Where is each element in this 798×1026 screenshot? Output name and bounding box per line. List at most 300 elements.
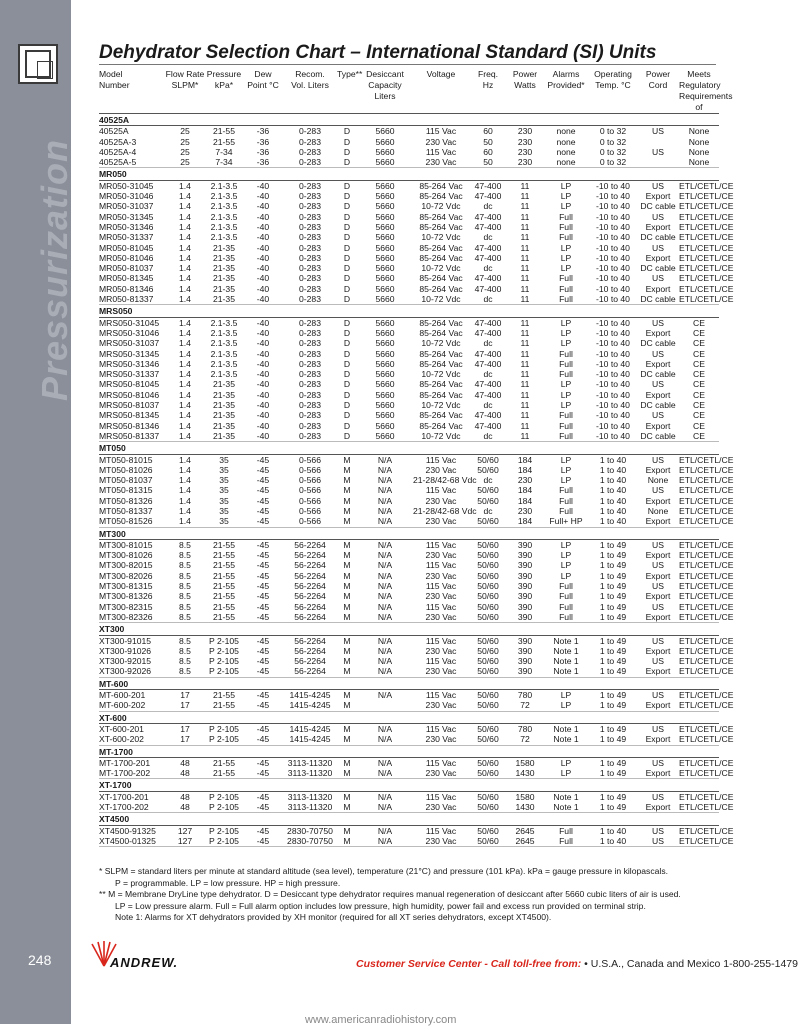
table-cell: 184 [507,516,543,527]
table-cell: 8.5 [165,612,205,623]
table-cell: 21-35 [213,379,235,390]
table-cell: -40 [256,369,270,380]
table-cell: none [556,146,576,157]
table-cell: 50/60 [469,666,507,677]
table-cell: 11 [520,410,530,421]
table-cell: 47-400 [474,389,502,400]
table-cell: -45 [243,700,283,711]
table-cell: 8.5 [179,560,191,571]
table-cell: MR050-31345 [99,211,154,222]
table-cell: Export [645,327,671,338]
table-cell: 5660 [375,348,395,359]
table-cell: 230 Vac [425,495,457,506]
table-cell: 11 [520,338,530,349]
table-row [99,273,719,283]
table-cell: CE [693,420,705,431]
table-cell: 50/60 [477,464,499,475]
table-cell: ETL/CETL/CE [679,191,734,202]
table-cell: 40525A-4 [99,146,137,157]
table-row [99,400,719,410]
table-cell: M [337,516,357,527]
table-cell: Export [645,358,671,369]
table-cell: ETL/CETL/CE [679,835,734,846]
table-cell: 0-283 [299,146,321,157]
table-cell: 11 [507,294,543,305]
table-cell: Export [637,768,679,779]
table-cell: 50/60 [477,635,499,646]
table-cell: None [679,157,719,168]
table-cell: 21-35 [213,273,235,284]
table-cell: -40 [256,327,270,338]
table-cell: 0-283 [299,410,321,421]
table-row [99,757,719,768]
table-row [99,338,719,348]
table-cell: N/A [357,666,413,677]
table-cell: 10-72 Vdc [413,294,469,305]
table-cell: Note 1 [543,666,589,677]
table-cell: N/A [357,802,413,813]
table-cell: 230 Vac [413,700,469,711]
table-cell: 1 to 49 [599,690,627,701]
table-cell: ETL/CETL/CE [679,475,734,486]
table-cell: CE [693,379,705,390]
table-cell: XT4500-01325 [99,836,165,847]
table-cell: 2.1-3.5 [210,191,238,202]
table-cell: -10 to 40 [596,201,630,212]
table-cell: 5660 [375,420,395,431]
table-cell: 1 to 49 [599,601,627,612]
table-cell: D [343,242,351,253]
table-cell: N/A [357,836,413,847]
table-cell: -10 to 40 [596,379,630,390]
table-cell: N/A [377,560,393,571]
table-cell: 2830-70750 [283,836,337,847]
table-cell: US [652,146,664,157]
table-cell: 3113-11320 [283,768,337,779]
table-cell: 11 [520,242,530,253]
table-cell: 1.4 [179,400,191,411]
table-cell: 7-34 [205,157,243,168]
table-cell: CE [679,431,719,442]
table-cell: 1415-4245 [283,734,337,745]
table-cell: Export [645,645,671,656]
table-cell: -45 [256,581,270,592]
table-cell: 115 Vac [425,581,457,592]
table-cell: 35 [219,475,229,486]
table-cell: 0-283 [299,263,321,274]
table-cell: 0 to 32 [589,157,637,168]
table-cell: 1 to 49 [589,612,637,623]
table-cell: MT050-81337 [99,505,153,516]
table-cell: MRS050-31045 [99,317,160,328]
table-cell: LP [560,317,572,328]
table-cell: -45 [256,505,270,516]
table-cell: 1.4 [179,221,191,232]
table-cell: 10-72 Vdc [421,338,461,349]
table-cell: DC cable [640,400,676,411]
table-cell: ETL/CETL/CE [679,802,734,812]
table-cell: M [337,836,357,847]
table-cell: US [652,317,664,328]
table-row [99,516,719,527]
table-cell: 390 [517,539,533,550]
table-cell: 50/60 [469,516,507,527]
table-cell: XT300-91026 [99,645,152,656]
table-cell: M [343,656,351,667]
table-cell: P 2-105 [205,734,243,745]
table-cell: 11 [520,317,530,328]
table-cell: 85-264 Vac [419,273,463,284]
table-cell: -36 [256,126,270,137]
table-cell: US [652,757,664,768]
table-cell: 230 Vac [413,516,469,527]
table-cell: -10 to 40 [596,348,630,359]
table-cell: M [343,560,351,571]
table-cell: 50/60 [469,612,507,623]
table-cell: XT-1700-202 [99,802,165,813]
table-cell: US [652,379,664,390]
table-cell: 390 [517,581,533,592]
table-cell: P 2-105 [209,825,239,836]
table-cell: D [343,420,351,431]
table-cell: P 2-105 [209,723,239,734]
table-cell: 50/60 [477,581,499,592]
table-cell: 1 to 40 [599,495,627,506]
table-cell: 50/60 [477,757,499,768]
group-name: XT4500 [99,813,719,825]
table-cell: 5660 [375,180,395,191]
table-cell: 11 [520,327,530,338]
table-cell: Note 1 [553,791,579,802]
table-cell: D [343,263,351,274]
table-cell: 0-566 [283,516,337,527]
table-cell: 390 [517,656,533,667]
table-cell: 2.1-3.5 [210,327,238,338]
table-cell: 1.4 [179,505,191,516]
table-cell: -45 [256,475,270,486]
table-cell: US [652,242,664,253]
footnote-slpm: * SLPM = standard liters per minute at standard altitude (sea level), temperature (21°C) and pressure (101 kPa). kPa = gauge pressure in kilopascals. [99,866,669,876]
table-cell: -45 [256,723,270,734]
table-cell: 1.4 [179,180,191,191]
table-cell: N/A [357,734,413,745]
table-cell: ETL/CETL/CE [679,454,734,465]
table-cell: 50/60 [477,539,499,550]
table-cell: 21-35 [213,410,235,421]
table-cell: 47-400 [474,242,502,253]
table-cell: 50/60 [477,570,499,581]
table-cell: 11 [520,201,530,212]
table-cell: -40 [256,273,270,284]
table-cell: 8.5 [179,591,191,602]
table-cell: 230 Vac [413,802,469,813]
table-cell: 48 [180,791,190,802]
footnotes [99,866,724,924]
table-cell: M [343,539,351,550]
table-cell: 85-264 Vac [419,252,463,263]
table-cell: 1.4 [179,369,191,380]
table-cell: MR050-81345 [99,273,154,284]
table-cell: 10-72 Vdc [421,369,461,380]
dehydrator-icon [18,44,58,84]
table-cell: dc [469,294,507,305]
table-cell: 21-28/42-68 Vdc [413,475,477,486]
column-header: Pressure kPa* [205,69,243,114]
table-row [99,222,719,232]
table-cell: 25 [180,136,190,147]
table-cell: 8.5 [179,645,191,656]
table-cell: MT-1700-202 [99,768,165,779]
table-cell: 5660 [375,232,395,243]
table-cell: -45 [256,560,270,571]
table-cell: MR050-81045 [99,242,154,253]
table-cell: D [343,348,351,359]
table-cell: 21-55 [213,570,235,581]
table-cell: -40 [256,283,270,294]
table-cell: Note 1 [553,645,579,656]
table-row [99,560,719,570]
table-cell: 1 to 40 [599,485,627,496]
table-cell: ETL/CETL/CE [679,201,734,212]
table-cell: 1 to 49 [589,700,637,711]
table-cell: 5660 [375,283,395,294]
table-cell: None [688,146,710,157]
table-cell: Full [543,294,589,305]
table-cell: 21-35 [213,283,235,294]
table-cell: Full [559,825,573,836]
table-cell: 11 [520,232,530,243]
table-cell: D [337,157,357,168]
table-cell: 1 to 40 [599,825,627,836]
table-cell: 0-283 [299,136,321,147]
table-cell: 50/60 [469,700,507,711]
table-cell: 25 [180,146,190,157]
table-cell: LP [560,191,572,202]
table-cell: 230 [517,146,533,157]
table-cell: 1.4 [179,201,191,212]
sidebar [0,0,75,1024]
table-cell: 1 to 40 [589,516,637,527]
table-cell: -45 [256,591,270,602]
table-cell: 35 [219,464,229,475]
table-cell: 50/60 [477,550,499,561]
table-cell: 17 [165,734,205,745]
table-cell: 230 Vac [425,591,457,602]
table-cell: M [343,757,351,768]
table-cell: 115 Vac [425,791,457,802]
table-cell: 115 Vac [425,656,457,667]
table-cell: P 2-105 [209,635,239,646]
table-cell: LP [560,400,572,411]
table-cell: 10-72 Vdc [421,263,461,274]
table-cell: M [337,666,357,677]
table-cell: 56-2264 [283,666,337,677]
table-cell: ETL/CETL/CE [679,690,734,701]
table-cell: 56-2264 [294,656,326,667]
table-cell: -45 [243,768,283,779]
table-cell: 85-264 Vac [419,327,463,338]
table-cell: 0-283 [299,242,321,253]
table-cell: US [652,273,664,284]
table-cell: -36 [256,146,270,157]
table-cell: D [343,369,351,380]
table-cell: 47-400 [474,317,502,328]
table-cell: -45 [256,791,270,802]
table-cell: MRS050-31345 [99,348,160,359]
table-cell: 85-264 Vac [419,283,463,294]
table-cell: 11 [520,369,530,380]
table-row [99,571,719,581]
table-cell: 1.4 [179,475,191,486]
table-cell: 5660 [375,358,395,369]
table-cell: 47-400 [474,211,502,222]
table-cell: 115 Vac [425,757,457,768]
table-cell: 35 [219,454,229,465]
table-row [99,147,719,157]
table-cell: US [637,836,679,847]
table-cell: -45 [243,802,283,813]
table-cell: 1 to 49 [589,768,637,779]
group-header [99,711,719,723]
table-cell: -36 [256,136,270,147]
table-cell: M [343,645,351,656]
table-cell: ETL/CETL/CE [679,232,734,243]
table-cell: US [652,485,664,496]
table-cell: 115 Vac [425,560,457,571]
table-cell: -45 [256,550,270,561]
table-cell: -10 to 40 [596,400,630,411]
table-cell: 85-264 Vac [419,317,463,328]
table-cell: -10 to 40 [596,338,630,349]
table-cell: LP [543,768,589,779]
table-cell: -40 [256,389,270,400]
table-cell: Export [645,464,671,475]
table-cell: 21-35 [213,400,235,411]
table-cell: 5660 [375,379,395,390]
table-cell: MR050-81337 [99,294,165,305]
table-cell: 21-55 [205,700,243,711]
table-cell: 21-28/42-68 Vdc [413,505,477,516]
table-cell: -45 [243,666,283,677]
table-cell: 47-400 [474,379,502,390]
table-cell: D [343,232,351,243]
table-cell: M [337,734,357,745]
table-cell: 1.4 [179,495,191,506]
table-cell: Note 1 [553,656,579,667]
table-cell: 47-400 [474,180,502,191]
group-header [99,779,719,791]
table-cell: CE [693,400,705,411]
table-cell: -40 [256,221,270,232]
table-cell: 21-55 [213,757,235,768]
table-row [99,791,719,802]
table-cell: Export [637,666,679,677]
table-cell: dc [469,431,507,442]
table-cell: LP [560,475,572,486]
table-cell: 56-2264 [294,581,326,592]
table-cell: 0 to 32 [599,126,627,137]
table-cell: 1.4 [179,338,191,349]
page-title: Dehydrator Selection Chart – International Standard (SI) Units [99,42,657,63]
footnote-type: ** M = Membrane DryLine type dehydrator. D = Desiccant type dehydrator requires manual regeneration of desiccant after 5660 cubic liters of air is used. [99,889,681,899]
table-cell: 11 [520,221,530,232]
table-row [99,550,719,560]
table-cell: N/A [357,612,413,623]
table-cell: N/A [377,723,393,734]
table-cell: 50 [469,157,507,168]
table-cell: 1580 [515,757,535,768]
table-cell: 230 Vac [413,768,469,779]
table-cell: D [343,252,351,263]
table-cell: -45 [256,454,270,465]
table-cell: 230 Vac [425,645,457,656]
table-cell: 1.4 [165,431,205,442]
table-cell: ETL/CETL/CE [679,791,734,802]
table-cell: 10-72 Vdc [421,400,461,411]
table-cell: ETL/CETL/CE [679,294,734,305]
table-cell: M [343,495,351,506]
group-name: MR050 [99,168,719,180]
table-cell [637,137,679,147]
table-cell: US [652,723,664,734]
table-cell: ETL/CETL/CE [679,505,734,516]
column-header: Recom. Vol. Liters [283,69,337,114]
table-row [99,294,719,305]
table-cell: ETL/CETL/CE [679,656,734,667]
table-cell: Full [559,420,573,431]
table-cell: 21-55 [213,601,235,612]
table-cell: 47-400 [474,348,502,359]
table-cell: 56-2264 [294,591,326,602]
table-cell: 5660 [375,211,395,222]
table-cell: N/A [377,635,393,646]
table-cell: 50 [483,136,493,147]
table-cell: 10-72 Vdc [413,431,469,442]
table-cell: 11 [520,283,530,294]
table-cell: M [343,601,351,612]
table-cell: 5660 [375,410,395,421]
table-row [99,539,719,550]
table-cell: CE [693,348,705,359]
table-cell: ETL/CETL/CE [679,757,734,768]
table-cell: 11 [507,431,543,442]
table-cell: -40 [256,338,270,349]
table-cell: -36 [243,157,283,168]
table-cell: MT-600-201 [99,690,146,701]
table-cell: MR050-31337 [99,232,154,243]
table-cell: MR050-81046 [99,252,154,263]
table-cell: Note 1 [543,734,589,745]
table-cell: dc [483,338,493,349]
table-cell: 390 [517,591,533,602]
table-row [99,126,719,137]
table-cell: P 2-105 [209,656,239,667]
table-cell: 0-283 [299,191,321,202]
table-cell: MRS050-81346 [99,420,160,431]
table-cell: N/A [377,550,393,561]
table-cell: M [343,570,351,581]
table-cell: N/A [377,454,393,465]
table-cell: 1 to 49 [599,723,627,734]
table-cell: 25 [180,126,190,137]
table-cell: -10 to 40 [589,294,637,305]
table-cell: 3113-11320 [283,802,337,813]
table-cell: 1.4 [179,252,191,263]
table-cell: 35 [219,505,229,516]
table-cell: D [343,146,351,157]
table-cell: 390 [517,570,533,581]
table-cell: 85-264 Vac [419,389,463,400]
